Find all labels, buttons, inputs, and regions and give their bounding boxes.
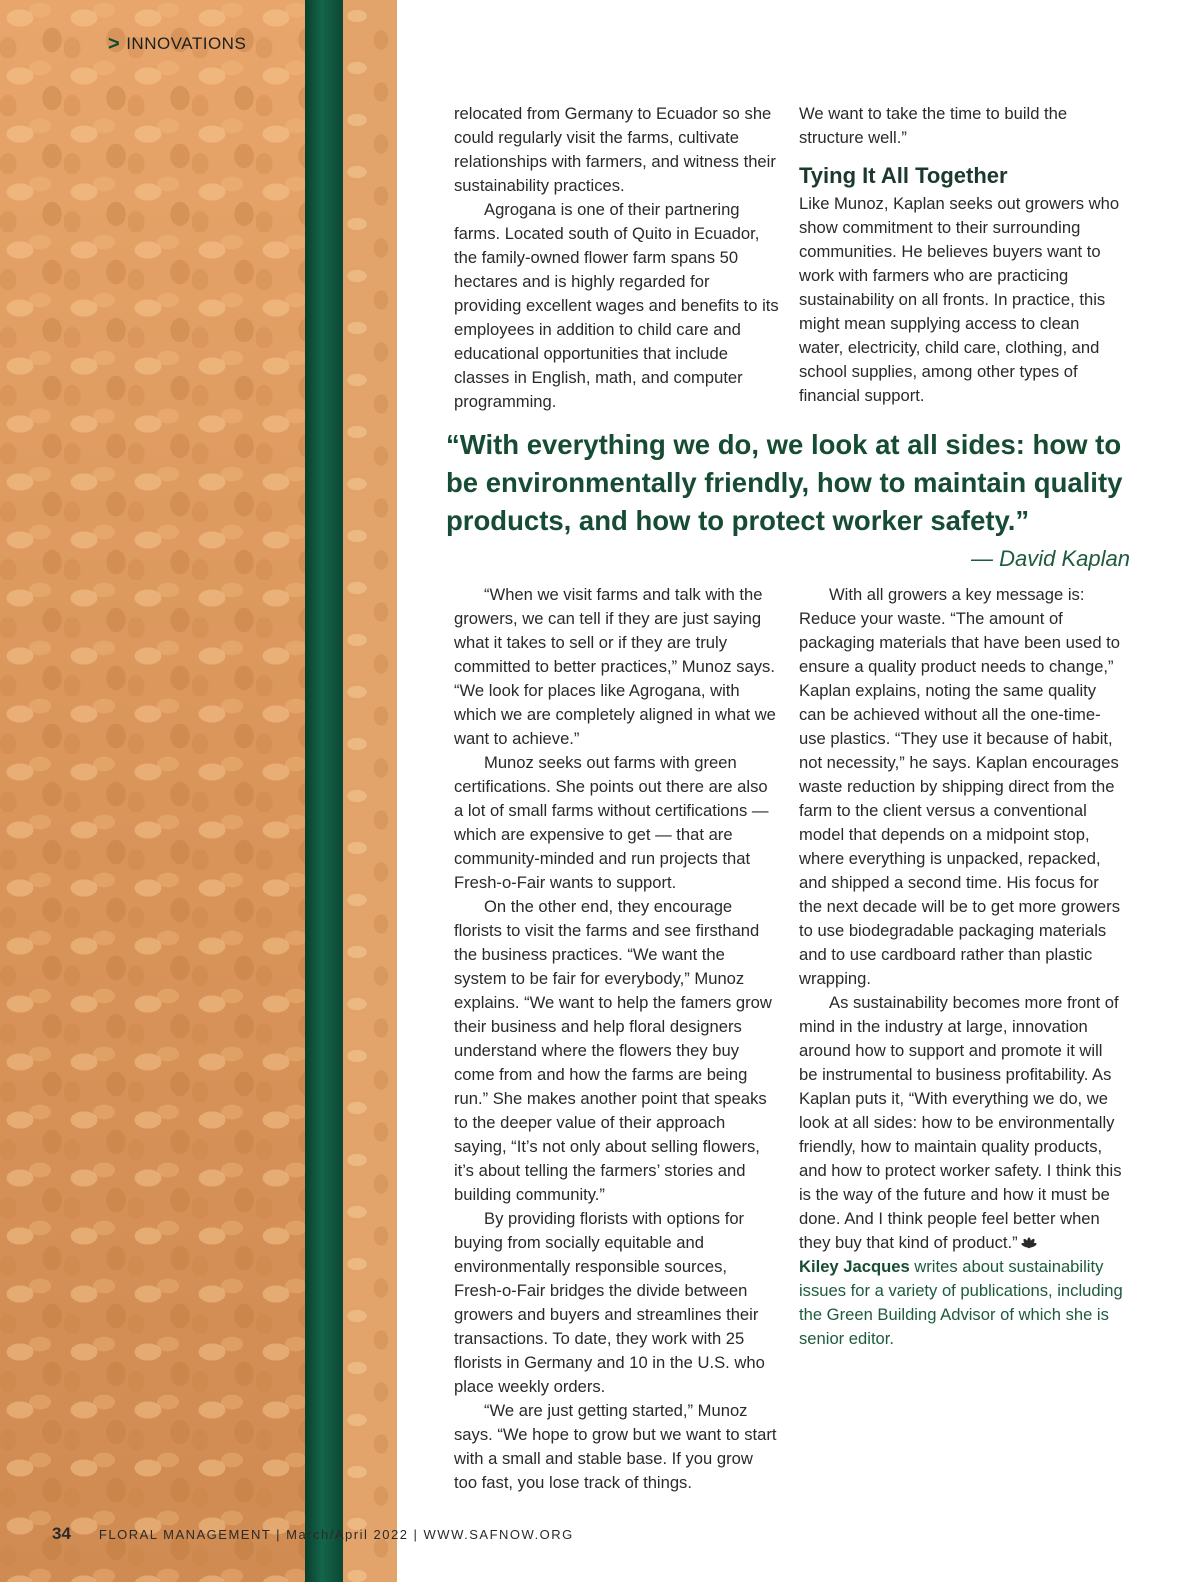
section-label <box>108 34 246 54</box>
article-column-right-top <box>799 102 1124 408</box>
decorative-left-panel <box>0 0 305 1582</box>
section-label-text: INNOVATIONS <box>126 34 247 53</box>
paragraph-text: As sustainability becomes more front of mind in the industry at large, innovation around how to support and promote it will be instrumental to business profitability. As Kaplan puts it, “With everything we do, we look at all sides: how to be environmentally friendly, how to maintain quality products, and how to protect worker safety. I think this is the way of the future and how it must be done. And I think people feel better when they buy that kind of product.” <box>799 993 1122 1252</box>
chevron-right-icon: > <box>108 33 121 55</box>
author-name: Kiley Jacques <box>799 1257 910 1276</box>
paragraph: Like Munoz, Kaplan seeks out growers who show commitment to their surrounding communities. He believes buyers want to work with farmers who are practicing sustainability on all fronts. In practice, this might mean supplying access to clean water, electricity, child care, clothing, and school supplies, among other types of financial support. <box>799 194 1120 405</box>
pull-quote <box>446 426 1146 540</box>
paragraph: “When we visit farms and talk with the growers, we can tell if they are just saying what it takes to sell or if they are truly committed to better practices,” Munoz says. “We look for places like Agrogana, with which we are completely aligned in what we want to achieve.” <box>454 585 776 748</box>
paragraph: Munoz seeks out farms with green certifications. She points out there are also a lot of small farms without certifications — which are expensive to get — that are community-minded and run projects that Fresh-o-Fair wants to support. <box>454 753 769 892</box>
paragraph: By providing florists with options for buying from socially equitable and environmentally responsible sources, Fresh-o-Fair bridges the divide between growers and buyers and streamlines their transactions. To date, they work with 25 florists in Germany and 10 in the U.S. who place weekly orders. <box>454 1209 765 1396</box>
article-column-right-bottom <box>799 583 1124 1351</box>
decorative-tan-strip <box>343 0 397 1582</box>
decorative-green-bar <box>305 0 343 1582</box>
paragraph: Agrogana is one of their partnering farms. Located south of Quito in Ecuador, the family-owned flower farm spans 50 hectares and is highly regarded for providing excellent wages and benefits to its employees in addition to child care and educational opportunities that include classes in English, math, and computer programming. <box>454 200 779 411</box>
author-bio-text: writes about sustainability issues for a variety of publications, including the Green Building Advisor of which she is senior editor. <box>799 1257 1123 1348</box>
paragraph: On the other end, they encourage florists to visit the farms and see firsthand the business practices. “We want the system to be fair for everybody,” Munoz explains. “We want to help the famers grow their business and help floral designers understand where the flowers they buy come from and how the farms are being run.” She makes another point that speaks to the deeper value of their approach saying, “It’s not only about selling flowers, it’s about telling the farmers’ stories and building community.” <box>454 897 772 1204</box>
paragraph-last <box>799 991 1124 1255</box>
subheading: Tying It All Together <box>799 163 1008 188</box>
author-bio <box>799 1255 1124 1351</box>
article-column-left-top <box>454 102 779 414</box>
paragraph: We want to take the time to build the structure well.” <box>799 104 1068 147</box>
article-column-left-bottom <box>454 583 779 1495</box>
page-number: 34 <box>52 1524 71 1543</box>
page-footer <box>52 1524 574 1544</box>
footer-text: FLORAL MANAGEMENT | March/April 2022 | WWW.SAFNOW.ORG <box>98 1527 574 1542</box>
paragraph: “We are just getting started,” Munoz says. “We hope to grow but we want to start with a small and stable base. If you grow too fast, you lose track of things. <box>454 1401 777 1492</box>
paragraph: relocated from Germany to Ecuador so she could regularly visit the farms, cultivate relationships with farmers, and witness their sustainability practices. <box>454 104 776 195</box>
flower-end-mark-icon <box>1020 1232 1038 1250</box>
pull-quote-text: “With everything we do, we look at all sides: how to be environmentally friendly, how to maintain quality products, and how to protect worker safety.” <box>446 429 1123 536</box>
pull-quote-attribution: — David Kaplan <box>971 546 1130 571</box>
paragraph: With all growers a key message is: Reduce your waste. “The amount of packaging materials that have been used to ensure a quality product needs to change,” Kaplan explains, noting the same quality can be achieved without all the one-time-use plastics. “They use it because of habit, not necessity,” he says. Kaplan encourages waste reduction by shipping direct from the farm to the client versus a conventional model that depends on a midpoint stop, where everything is unpacked, repacked, and shipped a second time. His focus for the next decade will be to get more growers to use biodegradable packaging materials and to use cardboard rather than plastic wrapping. <box>799 585 1121 988</box>
